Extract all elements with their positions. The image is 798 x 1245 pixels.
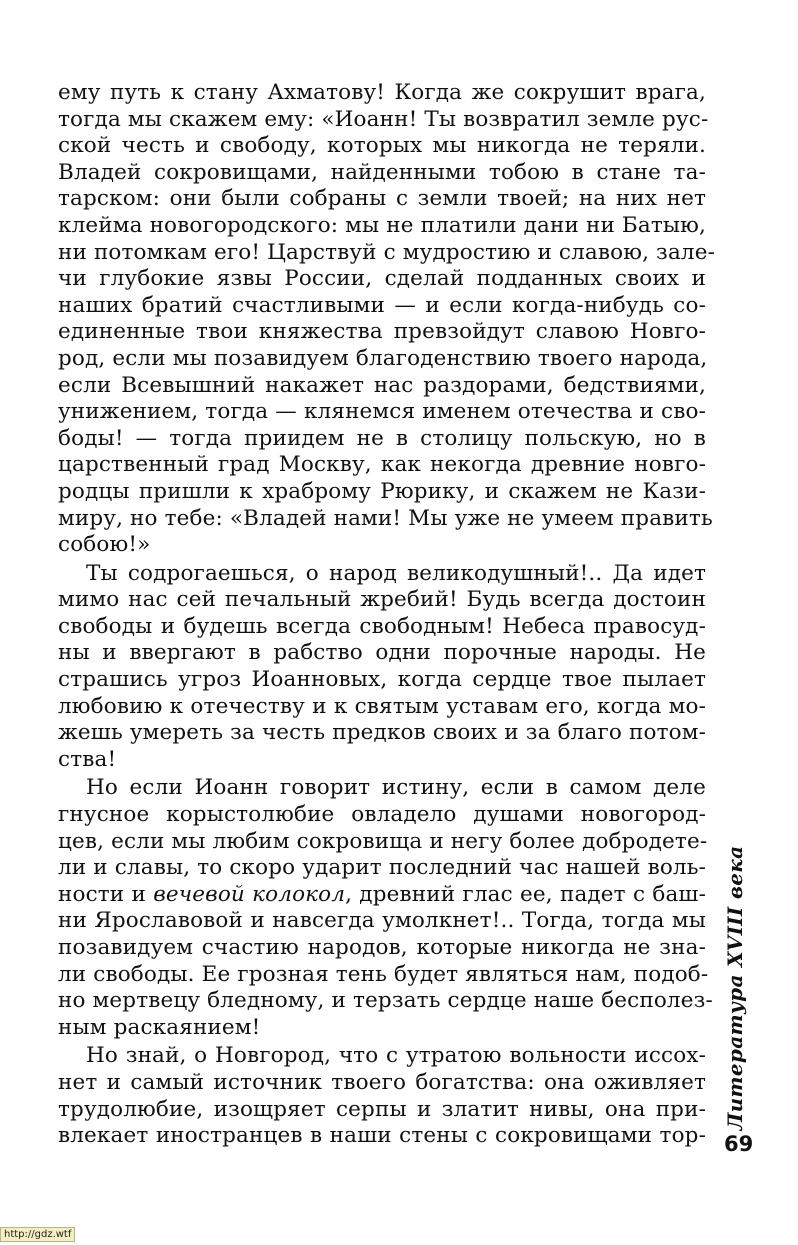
paragraph [58,561,706,774]
running-head [720,838,750,1138]
text-line: если Всевышний накажет нас раздорами, бедствиями, [58,372,706,398]
text-line: гнусное корыстолюбие овладело душами новогород- [58,802,706,828]
watermark-link[interactable]: http://gdz.wtf [0,1227,75,1242]
text-line: тогда мы скажем ему: «Иоанн! Ты возвратил земле рус- [58,106,709,132]
text-line: ли и славы, то скоро ударит последний час нашей воль- [58,855,706,881]
text-line: ности и вечевой колокол, древний глас ее, падет с баш- [58,881,706,907]
paragraph [58,1043,706,1149]
paragraph [58,775,713,1041]
text-line: род, если мы позавидуем благоденствию твоего народа, [58,345,708,371]
text-line: Ты содрогаешься, о народ великодушный!.. Да идет [86,560,706,586]
text-line: влекает иностранцев в наши стены с сокровищами тор- [58,1123,706,1149]
text-line: нет и самый источник твоего богатства: она оживляет [58,1069,706,1095]
text-line: Владей сокровищами, найденными тобою в стане та- [58,159,706,185]
section-title: Литература XVIII века [723,845,747,1131]
text-line: Но если Иоанн говорит истину, если в самом деле [86,775,706,801]
text-line: ему путь к стану Ахматову! Когда же сокрушит врага, [58,80,706,105]
text-line: наших братий счастливыми — и если когда-нибудь со- [58,292,706,318]
text-line: унижением, тогда — клянемся именем отечества и сво- [58,399,706,425]
page-number: 69 [724,1132,754,1156]
text-line: ни потомкам его! Царствуй с мудростию и славою, зале- [58,239,716,265]
text-line: жешь умереть за честь предков своих и за благо потом- [58,720,706,746]
text-line: собою!» [58,532,151,558]
text-line: боды! — тогда приидем не в столицу польскую, но в [58,425,706,451]
text-line: любовию к отечеству и к святым уставам его, когда мо- [58,693,706,719]
text-line: цев, если мы любим сокровища и негу более добродете- [58,828,708,854]
text-line: ской честь и свободу, которых мы никогда не теряли. [58,133,706,159]
text-line: чи глубокие язвы России, сделай подданных своих и [58,266,706,292]
text-line: страшись угроз Иоанновых, когда сердце твое пылает [58,667,706,693]
text-line: мимо нас сей печальный жребий! Будь всегда достоин [58,587,706,613]
text-line: миру, но тебе: «Владей нами! Мы уже не умеем править [58,505,713,531]
text-line: свободы и будешь всегда свободным! Небеса правосуд- [58,613,706,639]
text-line: ни Ярославовой и навсегда умолкнет!.. Тогда, тогда мы [58,908,706,934]
text-line: ли свободы. Ее грозная тень будет являться нам, подоб- [58,961,709,987]
text-line: ным раскаянием! [58,1014,261,1040]
text-line: царственный град Москву, как некогда древние новго- [58,452,706,478]
text-line: трудолюбие, изощряет серпы и златит нивы, она при- [58,1096,706,1122]
paragraph [58,80,716,559]
text-line: позавидуем счастию народов, которые никогда не зна- [58,935,706,960]
text-line: тарском: они были собраны с земли твоей; на них нет [58,186,706,212]
text-line: клейма новогородского: мы не платили дани ни Батыю, [58,212,706,238]
body-text [58,80,716,1150]
text-line: родцы пришли к храброму Рюрику, и скажем не Кази- [58,478,706,504]
text-line: Но знай, о Новгород, что с утратою вольности иссох- [86,1043,706,1069]
text-line: но мертвецу бледному, и терзать сердце наше бесполез- [58,988,713,1014]
text-line: ства! [58,746,117,772]
text-line: ны и ввергают в рабство одни порочные народы. Не [58,640,706,666]
text-line: единенные твои княжества превзойдут славою Новго- [58,319,706,345]
